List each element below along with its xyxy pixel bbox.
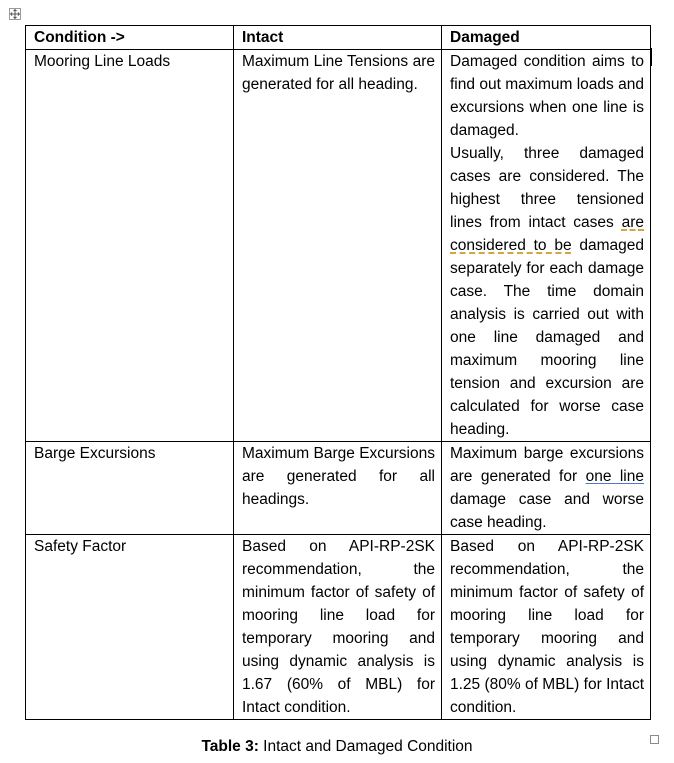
grammar-flagged-text[interactable]: one line bbox=[585, 468, 644, 485]
cell-damaged[interactable]: Based on API-RP-2SK recommendation, the minimum factor of safety of mooring line load for temporary mooring and using dynamic analysis is 1.25 (80% of MBL) for Intact condition. bbox=[442, 535, 651, 720]
damaged-paragraph-1: Damaged condition aims to find out maximum loads and excursions when one line is damaged. bbox=[450, 53, 644, 139]
cell-damaged[interactable] bbox=[442, 50, 651, 442]
header-damaged[interactable]: Damaged bbox=[442, 26, 651, 50]
cell-intact[interactable]: Maximum Line Tensions are generated for all heading. bbox=[234, 50, 442, 442]
damaged-paragraph-2 bbox=[450, 142, 644, 441]
header-intact[interactable]: Intact bbox=[234, 26, 442, 50]
damaged-text-b: damaged separately for each damage case. The time domain analysis is carried out with one line damaged and maximum mooring line tension and excursion are calculated for worse case heading. bbox=[450, 237, 644, 438]
cell-condition[interactable]: Safety Factor bbox=[26, 535, 234, 720]
move-arrows-icon bbox=[10, 9, 20, 19]
conditions-table[interactable] bbox=[25, 25, 651, 720]
table-move-handle-icon[interactable] bbox=[9, 8, 21, 20]
table-caption bbox=[0, 737, 674, 757]
damaged-text-a: Usually, three damaged cases are considered. The highest three tensioned lines from intact cases bbox=[450, 145, 644, 231]
cell-condition[interactable]: Barge Excursions bbox=[26, 442, 234, 535]
grammar-flagged-text[interactable]: are considered to be bbox=[450, 214, 644, 254]
table-row bbox=[26, 442, 651, 535]
text-cursor bbox=[651, 48, 652, 66]
damaged-text-b: damage case and worse case heading. bbox=[450, 491, 644, 531]
table-row bbox=[26, 50, 651, 442]
cell-intact[interactable]: Maximum Barge Excursions are generated for all headings. bbox=[234, 442, 442, 535]
damaged-text-a: Maximum barge excursions are generated for bbox=[450, 445, 644, 485]
caption-label: Table 3: bbox=[201, 738, 259, 755]
caption-text: Intact and Damaged Condition bbox=[258, 738, 473, 755]
cell-damaged[interactable] bbox=[442, 442, 651, 535]
header-condition[interactable]: Condition -> bbox=[26, 26, 234, 50]
cell-intact[interactable]: Based on API-RP-2SK recommendation, the minimum factor of safety of mooring line load for temporary mooring and using dynamic analysis is 1.67 (60% of MBL) for Intact condition. bbox=[234, 535, 442, 720]
table-header-row bbox=[26, 26, 651, 50]
table-row bbox=[26, 535, 651, 720]
cell-condition[interactable]: Mooring Line Loads bbox=[26, 50, 234, 442]
